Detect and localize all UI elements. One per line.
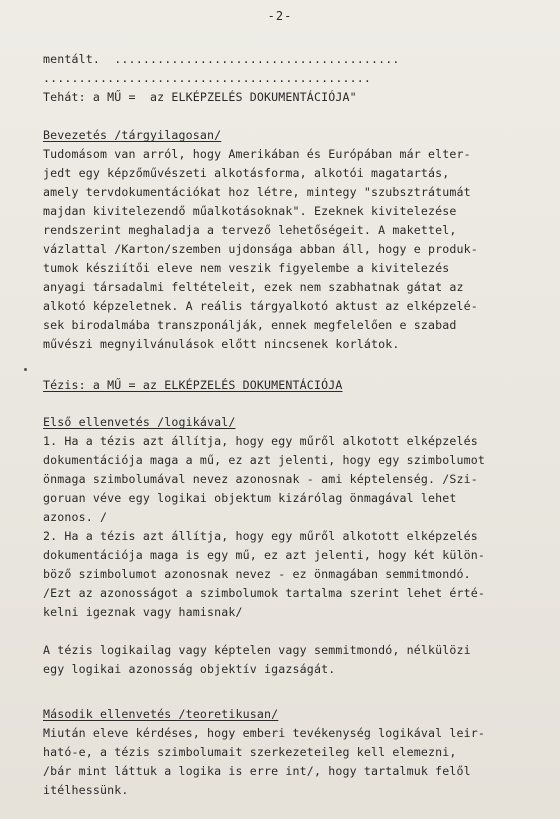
text-line: goruan véve egy logikai objektum kizárólag önmagával lehet — [43, 491, 457, 505]
heading-first-objection: Első ellenvetés /logikával/ — [43, 415, 236, 429]
text-line: alkotó képzeletnek. A reális tárgyalkotó aktust az elképzelé- — [43, 299, 478, 313]
heading-second-objection: Második ellenvetés /teoretikusan/ — [43, 707, 279, 721]
page-number: -2- — [267, 9, 293, 23]
text-line: anyagi társadalmi feltételeit, ezek nem szabhatnak gátat az — [43, 280, 464, 294]
text-line: dokumentációja maga a mű, ez azt jelenti, hogy egy szimbolumot — [43, 453, 486, 467]
text-line: rendszerint meghaladja a tervező lehetőségeit. A makettel, — [43, 223, 457, 237]
text-line: kelni igeznak vagy hamisnak/ — [43, 605, 243, 619]
text-line: /bár mint láttuk a logika is erre int/, hogy tartalmuk felől — [43, 764, 471, 778]
text-line: egy logikai azonosság objektív igazságát. — [43, 662, 336, 676]
text-line: itélhessünk. — [43, 783, 129, 797]
paper-mark — [24, 368, 27, 371]
text-line: Tudomásom van arról, hogy Amerikában és Európában már elter- — [43, 147, 471, 161]
text-line: vázlattal /Karton/szemben ujdonsága abban áll, hogy e produk- — [43, 242, 478, 256]
text-line: Miután eleve kérdéses, hogy emberi tevékenység logikával leir- — [43, 726, 486, 740]
heading-introduction: Bevezetés /tárgyilagosan/ — [43, 128, 222, 142]
text-line: ható-e, a tézis szimbolumait szerkezeteileg kell elemezni, — [43, 745, 457, 759]
summary-line: Tehát: a MŰ = az ELKÉPZELÉS DOKUMENTÁCIÓJA" — [43, 90, 357, 104]
text-line: tumok késziítői eleve nem veszik figyelembe a kivitelezés — [43, 261, 450, 275]
text-line: amely tervdokumentációkat hoz létre, mintegy "szubsztrátumát — [43, 185, 471, 199]
text-line: azonos. / — [43, 510, 108, 524]
heading-thesis: Tézis: a MŰ = az ELKÉPZELÉS DOKUMENTÁCIÓJA — [43, 378, 343, 392]
text-line: művészi megnyilvánulások előtt nincsenek korlátok. — [43, 337, 400, 351]
text-line: önmaga szimbolumával nevez azonosnak - ami képtelenség. /Szi- — [43, 472, 478, 486]
text-line: A tézis logikailag vagy képtelen vagy semmitmondó, nélkülözi — [43, 643, 471, 657]
text-line: böző szimbolumot azonosnak nevez - ez önmagában semmitmondó. — [43, 567, 471, 581]
text-line: .............................................. — [43, 71, 371, 85]
text-line: jedt egy képzőművészeti alkotásforma, alkotói magatartás, — [43, 166, 450, 180]
text-line: 1. Ha a tézis azt állítja, hogy egy műről alkotott elképzelés — [43, 434, 478, 448]
text-line: majdan kivitelezendő műalkotásoknak". Ezeknek kivitelezése — [43, 204, 457, 218]
text-line: /Ezt az azonosságot a szimbolumok tartalma szerint lehet érté- — [43, 586, 486, 600]
text-line: sek birodalmába transzponálják, ennek megfelelően e szabad — [43, 318, 457, 332]
text-line: 2. Ha a tézis azt állítja, hogy egy műről alkotott elképzelés — [43, 529, 478, 543]
text-line: dokumentációja maga is egy mű, ez azt jelenti, hogy két külön- — [43, 548, 486, 562]
text-line: mentált. ........................................ — [43, 52, 400, 66]
